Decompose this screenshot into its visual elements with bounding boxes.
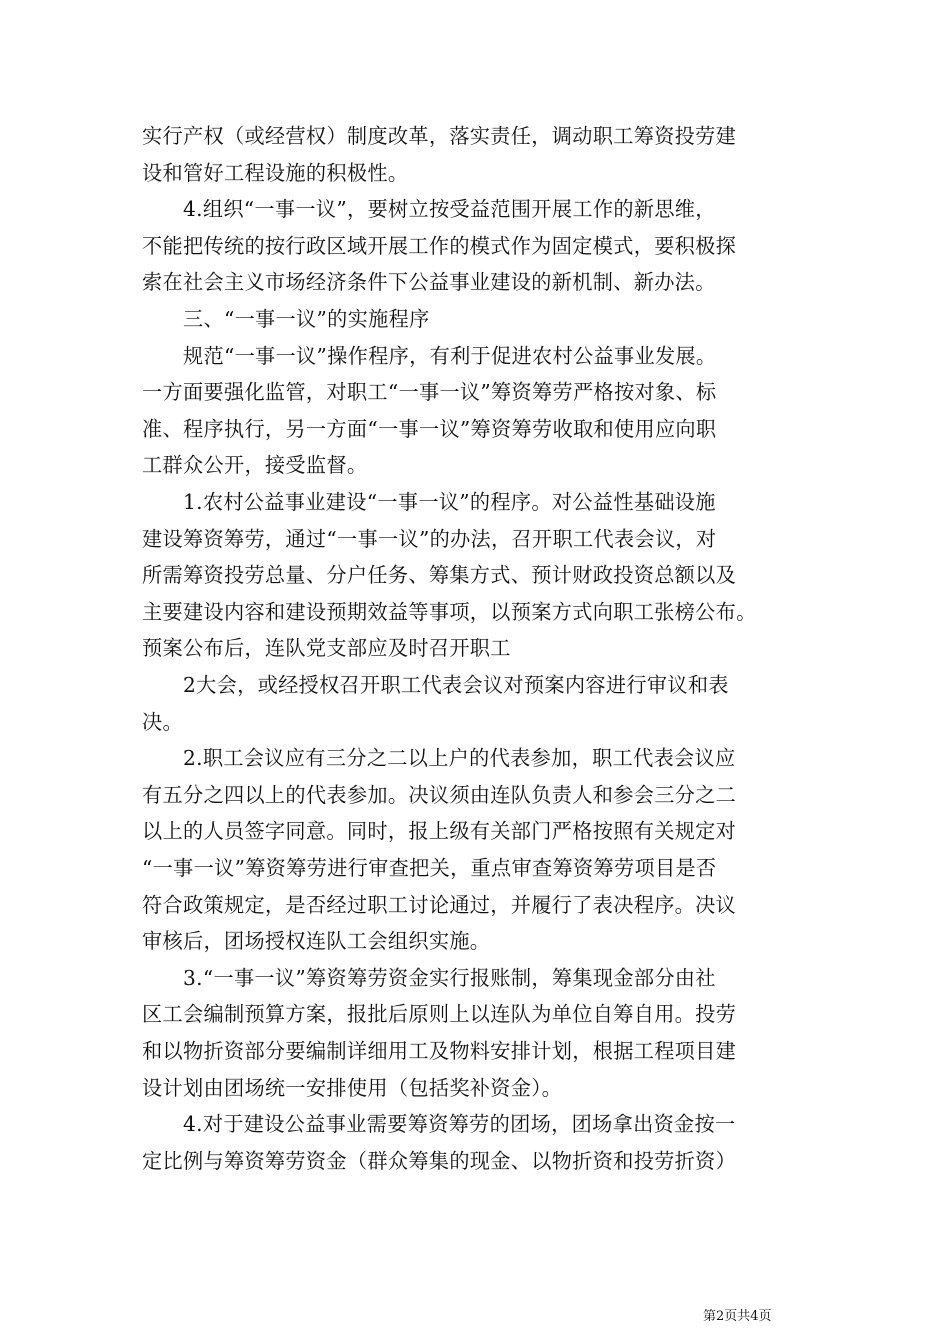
text-line: 区工会编制预算方案，报批后原则上以连队为单位自筹自用。投劳: [142, 1002, 737, 1027]
text-line: “一事一议”筹资筹劳进行审查把关，重点审查筹资筹劳项目是否: [142, 856, 717, 880]
text-line: 3.“一事一议”筹资筹劳资金实行报账制，筹集现金部分由社: [142, 965, 716, 990]
text-line: 决。: [142, 709, 183, 734]
text-line: 预案公布后，连队党支部应及时召开职工: [142, 636, 511, 661]
text-line: 不能把传统的按行政区域开展工作的模式作为固定模式，要积极探: [142, 233, 737, 258]
text-line: 和以物折资部分要编制详细用工及物料安排计划，根据工程项目建: [142, 1039, 737, 1063]
text-line: 设和管好工程设施的积极性。: [142, 160, 409, 185]
text-line: 工群众公开，接受监督。: [142, 453, 368, 478]
text-line: 三、“一事一议”的实施程序: [142, 307, 430, 331]
text-line: 以上的人员签字同意。同时，报上级有关部门严格按照有关规定对: [142, 819, 737, 844]
text-line: 定比例与筹资筹劳资金（群众筹集的现金、以物折资和投劳折资）: [142, 1148, 737, 1173]
text-line: 2.职工会议应有三分之二以上户的代表参加，职工代表会议应: [142, 746, 736, 771]
text-line: 4.组织“一事一议”，要树立按受益范围开展工作的新思维，: [142, 197, 716, 222]
text-line: 所需筹资投劳总量、分户任务、筹集方式、预计财政投资总额以及: [142, 563, 737, 588]
text-line: 索在社会主义市场经济条件下公益事业建设的新机制、新办法。: [142, 270, 716, 295]
text-line: 4.对于建设公益事业需要筹资筹劳的团场，团场拿出资金按一: [142, 1112, 736, 1137]
text-line: 建设筹资筹劳，通过“一事一议”的办法，召开职工代表会议，对: [142, 526, 717, 551]
text-line: 主要建设内容和建设预期效益等事项，以预案方式向职工张榜公布。: [142, 599, 757, 624]
text-line: 审核后，团场授权连队工会组织实施。: [142, 929, 491, 954]
text-line: 有五分之四以上的代表参加。决议须由连队负责人和参会三分之二: [142, 782, 737, 807]
text-line: 实行产权（或经营权）制度改革，落实责任，调动职工筹资投劳建: [142, 124, 737, 148]
text-line: 一方面要强化监管，对职工“一事一议”筹资筹劳严格按对象、标: [142, 380, 717, 405]
text-line: 规范“一事一议”操作程序，有利于促进农村公益事业发展。: [142, 343, 717, 368]
text-line: 准、程序执行，另一方面“一事一议”筹资筹劳收取和使用应向职: [142, 416, 717, 441]
text-line: 符合政策规定，是否经过职工讨论通过，并履行了表决程序。决议: [142, 892, 737, 917]
text-line: 1.农村公益事业建设“一事一议”的程序。对公益性基础设施: [142, 490, 716, 514]
page-number-footer: 第2页共4页: [703, 1309, 772, 1324]
text-line: 2大会，或经授权召开职工代表会议对预案内容进行审议和表: [142, 673, 729, 697]
text-line: 设计划由团场统一安排使用（包括奖补资金）。: [142, 1075, 563, 1100]
